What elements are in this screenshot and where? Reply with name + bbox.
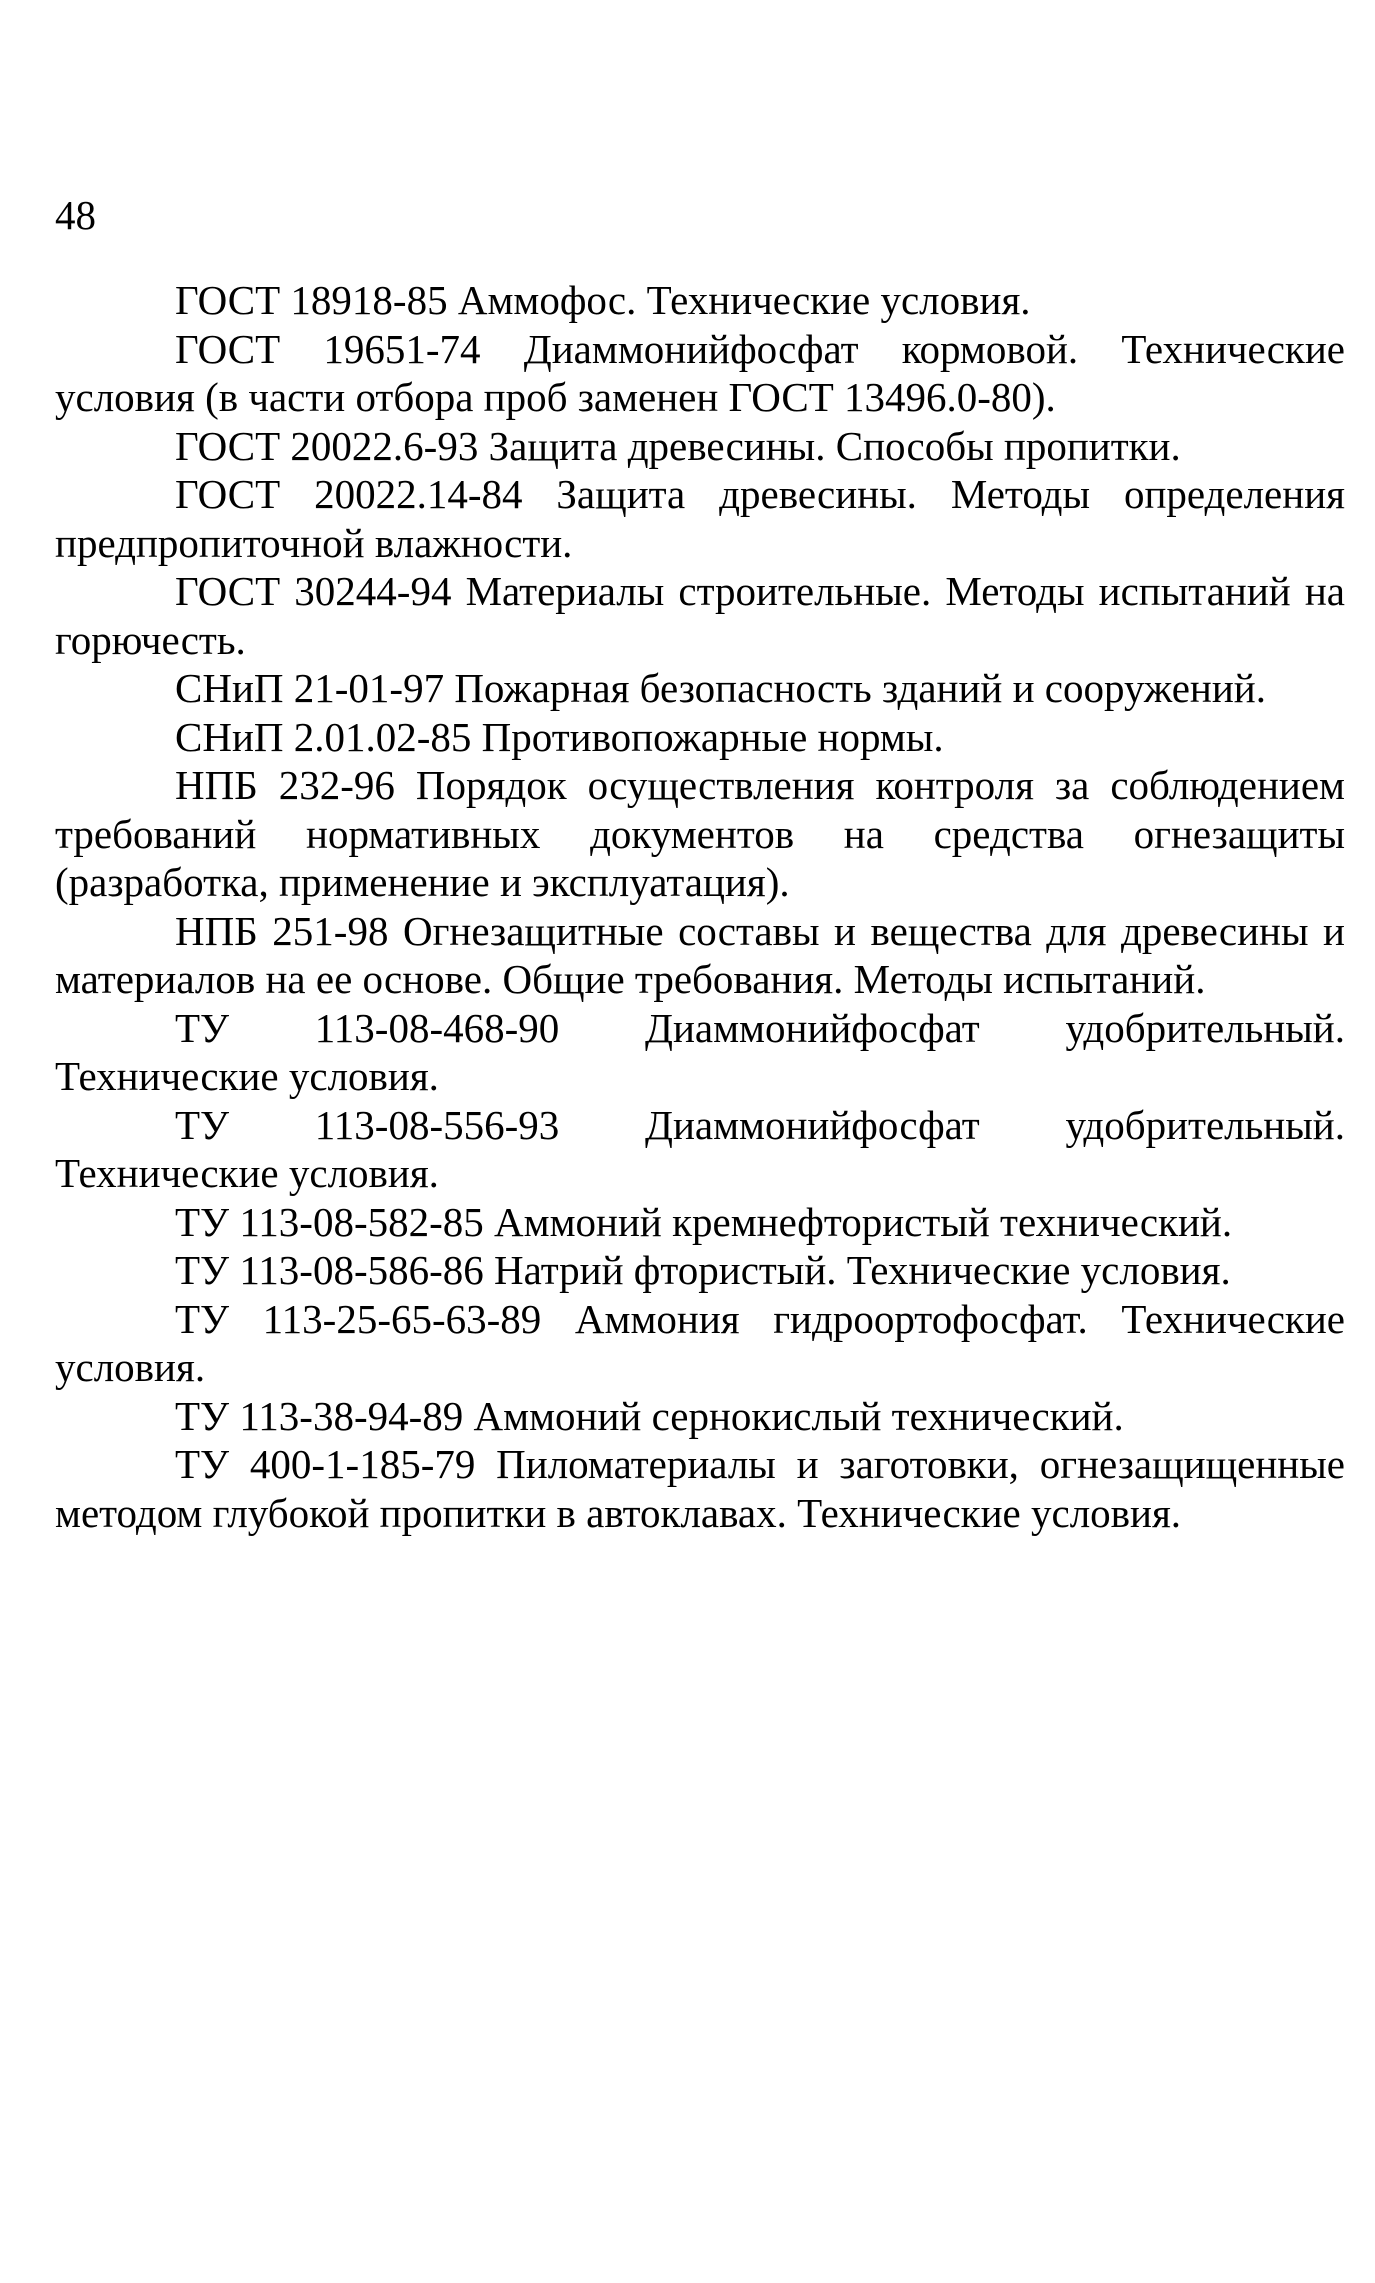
reference-entry: ГОСТ 20022.6-93 Защита древесины. Способы пропитки. bbox=[175, 422, 1181, 469]
reference-entry: ГОСТ 19651-74 Диаммонийфосфат кормовой. Технические условия (в части отбора проб заменен ГОСТ 13496.0-80). bbox=[55, 325, 1345, 420]
page-number: 48 bbox=[55, 192, 96, 238]
reference-entry: ТУ 113-08-468-90 Диаммонийфосфат удобрительный. Технические условия. bbox=[55, 1004, 1345, 1099]
reference-entry: ТУ 400-1-185-79 Пиломатериалы и заготовки, огнезащищенные методом глубокой пропитки в автоклавах. Технические условия. bbox=[55, 1441, 1345, 1536]
reference-entry: ТУ 113-25-65-63-89 Аммония гидроортофосфат. Технические условия. bbox=[55, 1295, 1345, 1390]
reference-entry: ГОСТ 20022.14-84 Защита древесины. Методы определения предпропиточной влажности. bbox=[55, 471, 1345, 566]
reference-entry: ТУ 113-08-586-86 Натрий фтористый. Технические условия. bbox=[175, 1247, 1231, 1293]
reference-entry: ТУ 113-08-556-93 Диаммонийфосфат удобрительный. Технические условия. bbox=[55, 1101, 1345, 1196]
reference-entry: СНиП 2.01.02-85 Противопожарные нормы. bbox=[175, 713, 944, 760]
references-list bbox=[55, 276, 1345, 1537]
reference-entry: ТУ 113-38-94-89 Аммоний сернокислый технический. bbox=[175, 1392, 1124, 1439]
reference-entry: ГОСТ 18918-85 Аммофос. Технические условия. bbox=[175, 277, 1031, 323]
reference-entry: НПБ 251-98 Огнезащитные составы и вещества для древесины и материалов на ее основе. Общие требования. Методы испытаний. bbox=[55, 907, 1345, 1002]
reference-entry: СНиП 21-01-97 Пожарная безопасность зданий и сооружений. bbox=[175, 665, 1266, 711]
reference-entry: НПБ 232-96 Порядок осуществления контроля за соблюдением требований нормативных документов на средства огнезащиты (разработка, применение и эксплуатация). bbox=[55, 762, 1345, 905]
reference-entry: ГОСТ 30244-94 Материалы строительные. Методы испытаний на горючесть. bbox=[55, 568, 1345, 663]
reference-entry: ТУ 113-08-582-85 Аммоний кремнефтористый технический. bbox=[175, 1198, 1233, 1245]
